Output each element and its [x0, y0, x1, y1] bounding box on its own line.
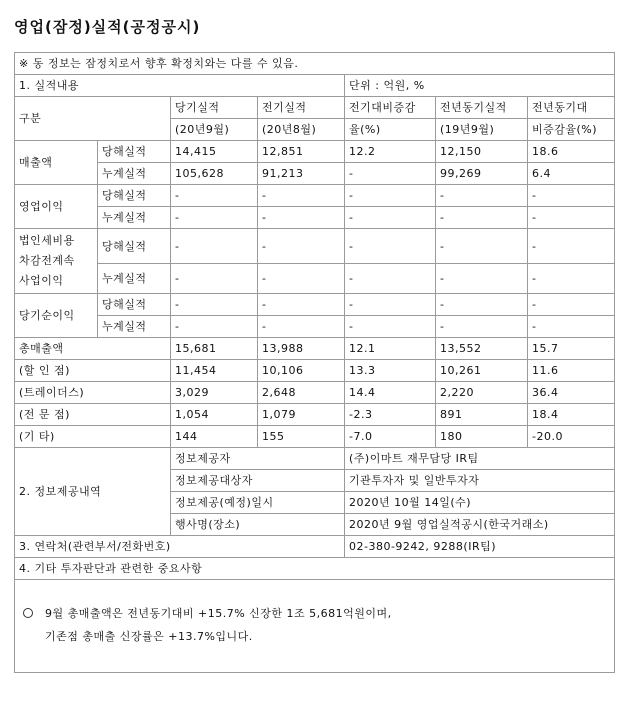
- cell-value: 11.6: [528, 360, 615, 382]
- info-key: 정보제공자: [171, 448, 345, 470]
- cell-value: -: [436, 316, 528, 338]
- note-cell: [15, 580, 615, 673]
- cell-value: 13,552: [436, 338, 528, 360]
- section4-note-row: [15, 580, 615, 673]
- notice-text: ※ 동 정보는 잠정치로서 향후 확정치와는 다를 수 있음.: [15, 53, 615, 75]
- note-line: 기존점 총매출 신장률은 +13.7%입니다.: [45, 630, 253, 643]
- cell-value: -: [171, 185, 258, 207]
- row-label: 총매출액: [15, 338, 171, 360]
- table-row: [15, 229, 615, 264]
- info-key: 정보제공(예정)일시: [171, 492, 345, 514]
- cell-value: 14.4: [345, 382, 436, 404]
- operating-profit-label: 영업이익: [15, 185, 98, 229]
- cell-value: 891: [436, 404, 528, 426]
- cell-value: -: [258, 207, 345, 229]
- cell-value: 13.3: [345, 360, 436, 382]
- cell-value: 155: [258, 426, 345, 448]
- cell-value: 11,454: [171, 360, 258, 382]
- cell-value: 12.2: [345, 141, 436, 163]
- info-value: 2020년 10월 14일(수): [345, 492, 615, 514]
- table-row: [15, 316, 615, 338]
- cell-value: 15.7: [528, 338, 615, 360]
- cell-value: -: [528, 316, 615, 338]
- cell-value: -: [436, 294, 528, 316]
- cell-value: 99,269: [436, 163, 528, 185]
- cell-value: 6.4: [528, 163, 615, 185]
- pretax-income-label: [15, 229, 98, 294]
- category-header: 구분: [15, 97, 171, 141]
- cell-value: 12,150: [436, 141, 528, 163]
- cell-value: -: [436, 207, 528, 229]
- cell-value: -: [171, 207, 258, 229]
- pretax-label-line: 차감전계속: [19, 254, 75, 267]
- yoy-header: 전년동기실적: [436, 97, 528, 119]
- cell-value: 12.1: [345, 338, 436, 360]
- cell-value: -: [345, 207, 436, 229]
- info-key: 행사명(장소): [171, 514, 345, 536]
- row-label: (할 인 점): [15, 360, 171, 382]
- info-key: 정보제공대상자: [171, 470, 345, 492]
- cell-value: -: [436, 229, 528, 264]
- info-row: [15, 448, 615, 470]
- note-text: 9월 총매출액은 전년동기대비 +15.7% 신장한 1조 5,681억원이며,: [45, 607, 392, 620]
- row-label: 당해실적: [98, 294, 171, 316]
- contact-value: 02-380-9242, 9288(IR팀): [345, 536, 615, 558]
- row-label: 당해실적: [98, 141, 171, 163]
- yoy-change-header: 전년동기대: [528, 97, 615, 119]
- cell-value: -: [345, 163, 436, 185]
- cell-value: -: [258, 316, 345, 338]
- cell-value: -20.0: [528, 426, 615, 448]
- row-label: 누계실적: [98, 163, 171, 185]
- cell-value: 13,988: [258, 338, 345, 360]
- cell-value: -: [528, 185, 615, 207]
- cell-value: 18.4: [528, 404, 615, 426]
- previous-header: 전기실적: [258, 97, 345, 119]
- cell-value: -: [528, 294, 615, 316]
- cell-value: -: [436, 185, 528, 207]
- info-value: (주)이마트 재무담당 IR팀: [345, 448, 615, 470]
- row-label: 당해실적: [98, 185, 171, 207]
- row-label: (트레이더스): [15, 382, 171, 404]
- qoq-header-line2: 율(%): [345, 119, 436, 141]
- section1-header-row: [15, 75, 615, 97]
- cell-value: -: [345, 185, 436, 207]
- current-period: (20년9월): [171, 119, 258, 141]
- cell-value: 2,220: [436, 382, 528, 404]
- table-row: [15, 382, 615, 404]
- note-line: [23, 602, 614, 625]
- cell-value: -: [258, 229, 345, 264]
- pretax-label-line: 사업이익: [19, 274, 64, 287]
- current-header: 당기실적: [171, 97, 258, 119]
- cell-value: -: [345, 316, 436, 338]
- table-row: [15, 294, 615, 316]
- table-row: [15, 426, 615, 448]
- cell-value: -: [258, 294, 345, 316]
- cell-value: 10,261: [436, 360, 528, 382]
- cell-value: -: [528, 207, 615, 229]
- section4-label: 4. 기타 투자판단과 관련한 중요사항: [15, 558, 615, 580]
- cell-value: -: [345, 264, 436, 294]
- notice-row: [15, 53, 615, 75]
- cell-value: -: [436, 264, 528, 294]
- table-row: [15, 141, 615, 163]
- cell-value: 2,648: [258, 382, 345, 404]
- row-label: 당해실적: [98, 229, 171, 264]
- row-label: (기 타): [15, 426, 171, 448]
- section1-label: 1. 실적내용: [15, 75, 345, 97]
- cell-value: -: [171, 264, 258, 294]
- cell-value: -: [171, 294, 258, 316]
- disclosure-table: [14, 52, 615, 673]
- previous-period: (20년8월): [258, 119, 345, 141]
- row-label: (전 문 점): [15, 404, 171, 426]
- cell-value: -: [258, 264, 345, 294]
- yoy-period: (19년9월): [436, 119, 528, 141]
- cell-value: -: [258, 185, 345, 207]
- contact-row: [15, 536, 615, 558]
- table-row: [15, 163, 615, 185]
- section4-header-row: [15, 558, 615, 580]
- circle-bullet-icon: [23, 608, 33, 618]
- row-label: 누계실적: [98, 264, 171, 294]
- cell-value: 1,054: [171, 404, 258, 426]
- section2-label: 2. 정보제공내역: [15, 448, 171, 536]
- table-row: [15, 360, 615, 382]
- cell-value: 1,079: [258, 404, 345, 426]
- cell-value: 3,029: [171, 382, 258, 404]
- cell-value: -: [171, 316, 258, 338]
- column-header-row-1: [15, 97, 615, 119]
- section3-label: 3. 연락처(관련부서/전화번호): [15, 536, 345, 558]
- cell-value: 12,851: [258, 141, 345, 163]
- net-income-label: 당기순이익: [15, 294, 98, 338]
- cell-value: 14,415: [171, 141, 258, 163]
- unit-label: 단위 : 억원, %: [345, 75, 615, 97]
- yoy-change-header-line2: 비증감율(%): [528, 119, 615, 141]
- cell-value: -: [345, 229, 436, 264]
- cell-value: 18.6: [528, 141, 615, 163]
- row-label: 누계실적: [98, 316, 171, 338]
- cell-value: 91,213: [258, 163, 345, 185]
- cell-value: 15,681: [171, 338, 258, 360]
- cell-value: -: [345, 294, 436, 316]
- table-row: [15, 207, 615, 229]
- table-row: [15, 404, 615, 426]
- cell-value: 144: [171, 426, 258, 448]
- cell-value: 180: [436, 426, 528, 448]
- table-row: [15, 185, 615, 207]
- row-label: 누계실적: [98, 207, 171, 229]
- cell-value: 36.4: [528, 382, 615, 404]
- cell-value: -: [528, 229, 615, 264]
- qoq-header: 전기대비증감: [345, 97, 436, 119]
- sales-label: 매출액: [15, 141, 98, 185]
- cell-value: 105,628: [171, 163, 258, 185]
- info-value: 기관투자자 및 일반투자자: [345, 470, 615, 492]
- cell-value: -: [171, 229, 258, 264]
- info-value: 2020년 9월 영업실적공시(한국거래소): [345, 514, 615, 536]
- pretax-label-line: 법인세비용: [19, 234, 75, 247]
- cell-value: 10,106: [258, 360, 345, 382]
- cell-value: -7.0: [345, 426, 436, 448]
- page-title: 영업(잠정)실적(공정공시): [14, 18, 201, 36]
- table-row: [15, 338, 615, 360]
- table-row: [15, 264, 615, 294]
- cell-value: -2.3: [345, 404, 436, 426]
- cell-value: -: [528, 264, 615, 294]
